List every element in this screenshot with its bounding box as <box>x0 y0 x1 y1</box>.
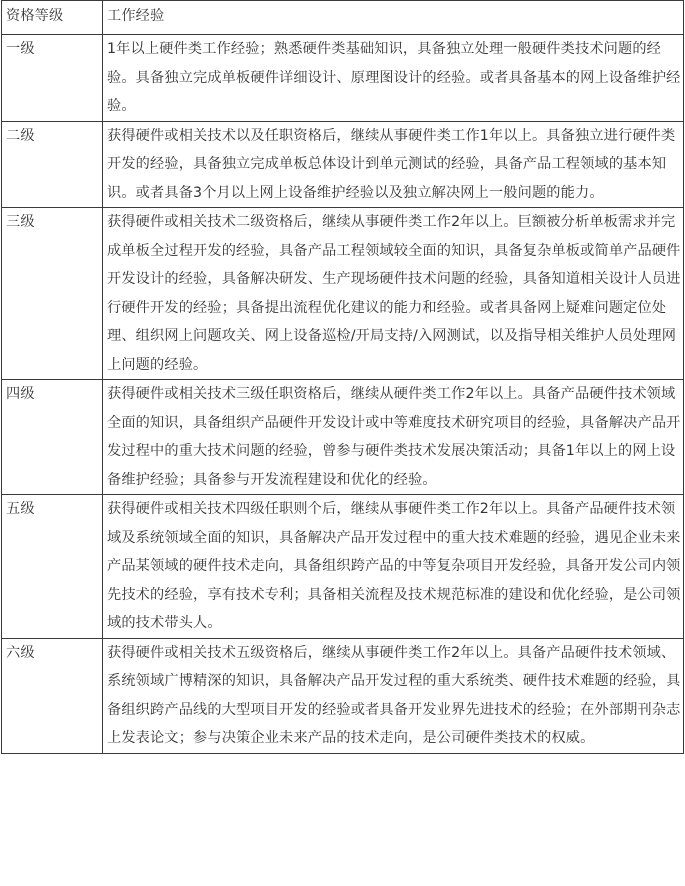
table-row <box>2 208 684 380</box>
level-cell: 五级 <box>2 495 103 639</box>
header-level: 资格等级 <box>2 1 103 35</box>
table-row <box>2 380 684 495</box>
level-cell: 六级 <box>2 638 103 753</box>
table-row <box>2 638 684 753</box>
experience-cell: 获得硬件或相关技术以及任职资格后，继续从事硬件类工作1年以上。具备独立进行硬件类开发的经验，具备独立完成单板总体设计到单元测试的经验，具备产品工程领域的基本知识。或者具备3个月以上网上设备维护经验以及独立解决网上一般问题的能力。 <box>103 121 684 208</box>
table-row <box>2 121 684 208</box>
experience-cell: 获得硬件或相关技术三级任职资格后，继续从硬件类工作2年以上。具备产品硬件技术领域全面的知识，具备组织产品硬件开发设计或中等难度技术研究项目的经验，具备解决产品开发过程中的重大技术问题的经验，曾参与硬件类技术发展决策活动；具备1年以上的网上设备维护经验；具备参与开发流程建设和优化的经验。 <box>103 380 684 495</box>
table-header-row <box>2 1 684 35</box>
level-cell: 二级 <box>2 121 103 208</box>
experience-cell: 获得硬件或相关技术四级任职则个后，继续从事硬件类工作2年以上。具备产品硬件技术领域及系统领域全面的知识，具备解决产品开发过程中的重大技术难题的经验，遇见企业未来产品某领域的硬件技术走向，具备组织跨产品的中等复杂项目开发经验，具备开发公司内领先技术的经验，享有技术专利；具备相关流程及技术规范标准的建设和优化经验，是公司领域的技术带头人。 <box>103 495 684 639</box>
header-experience: 工作经验 <box>103 1 684 35</box>
level-cell: 一级 <box>2 35 103 122</box>
level-cell: 四级 <box>2 380 103 495</box>
table-row <box>2 495 684 639</box>
level-cell: 三级 <box>2 208 103 380</box>
experience-cell: 获得硬件或相关技术五级资格后，继续从事硬件类工作2年以上。具备产品硬件技术领域、系统领域广博精深的知识，具备解决产品开发过程的重大系统类、硬件技术难题的经验，具备组织跨产品线的大型项目开发的经验或者具备开发业界先进技术的经验；在外部期刊杂志上发表论文；参与决策企业未来产品的技术走向，是公司硬件类技术的权威。 <box>103 638 684 753</box>
experience-cell: 获得硬件或相关技术二级资格后，继续从事硬件类工作2年以上。巨额被分析单板需求并完成单板全过程开发的经验，具备产品工程领域较全面的知识，具备复杂单板或简单产品硬件开发设计的经验，具备解决研发、生产现场硬件技术问题的经验，具备知道相关设计人员进行硬件开发的经验；具备提出流程优化建议的能力和经验。或者具备网上疑难问题定位处理、组织网上问题攻关、网上设备巡检/开局支持/入网测试，以及指导相关维护人员处理网上问题的经验。 <box>103 208 684 380</box>
experience-cell: 1年以上硬件类工作经验；熟悉硬件类基础知识，具备独立处理一般硬件类技术问题的经验。具备独立完成单板硬件详细设计、原理图设计的经验。或者具备基本的网上设备维护经验。 <box>103 35 684 122</box>
qualification-table <box>1 0 684 754</box>
table-row <box>2 35 684 122</box>
